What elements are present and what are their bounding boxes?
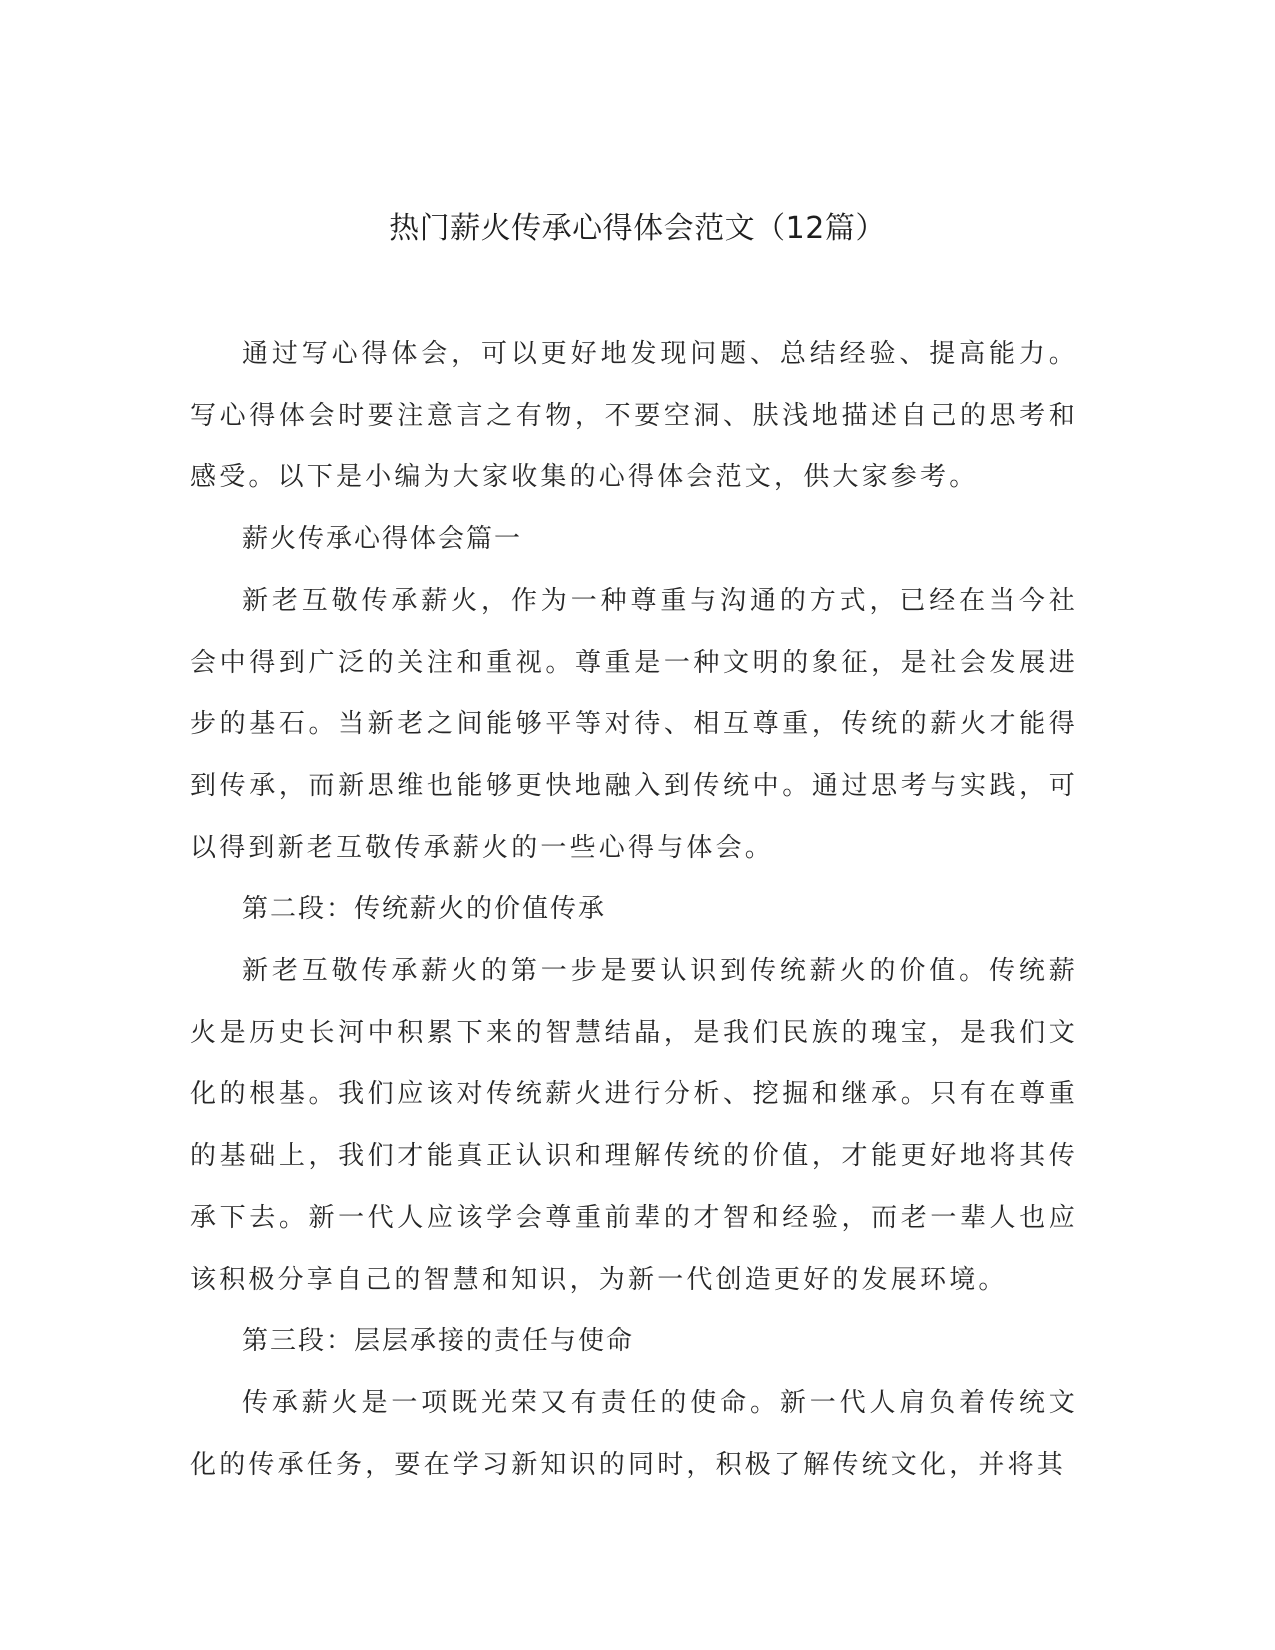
section-heading-second: 第二段：传统薪火的价值传承	[242, 894, 607, 925]
section-heading-part-one: 薪火传承心得体会篇一	[242, 524, 523, 555]
section-heading-third: 第三段：层层承接的责任与使命	[242, 1326, 635, 1357]
document-body	[190, 324, 1078, 1496]
body-paragraph: 传承薪火是一项既光荣又有责任的使命。新一代人肩负着传统文化的传承任务，要在学习新知识的同时，积极了解传统文化，并将其	[190, 1387, 1078, 1480]
document-title: 热门薪火传承心得体会范文（12篇）	[389, 211, 886, 246]
body-paragraph: 新老互敬传承薪火的第一步是要认识到传统薪火的价值。传统薪火是历史长河中积累下来的智慧结晶，是我们民族的瑰宝，是我们文化的根基。我们应该对传统薪火进行分析、挖掘和继承。只有在尊重的基础上，我们才能真正认识和理解传统的价值，才能更好地将其传承下去。新一代人应该学会尊重前辈的才智和经验，而老一辈人也应该积极分享自己的智慧和知识，为新一代创造更好的发展环境。	[190, 956, 1078, 1295]
body-paragraph: 新老互敬传承薪火，作为一种尊重与沟通的方式，已经在当今社会中得到广泛的关注和重视。尊重是一种文明的象征，是社会发展进步的基石。当新老之间能够平等对待、相互尊重，传统的薪火才能得到传承，而新思维也能够更快地融入到传统中。通过思考与实践，可以得到新老互敬传承薪火的一些心得与体会。	[190, 585, 1078, 863]
intro-paragraph: 通过写心得体会，可以更好地发现问题、总结经验、提高能力。写心得体会时要注意言之有物，不要空洞、肤浅地描述自己的思考和感受。以下是小编为大家收集的心得体会范文，供大家参考。	[190, 339, 1078, 493]
